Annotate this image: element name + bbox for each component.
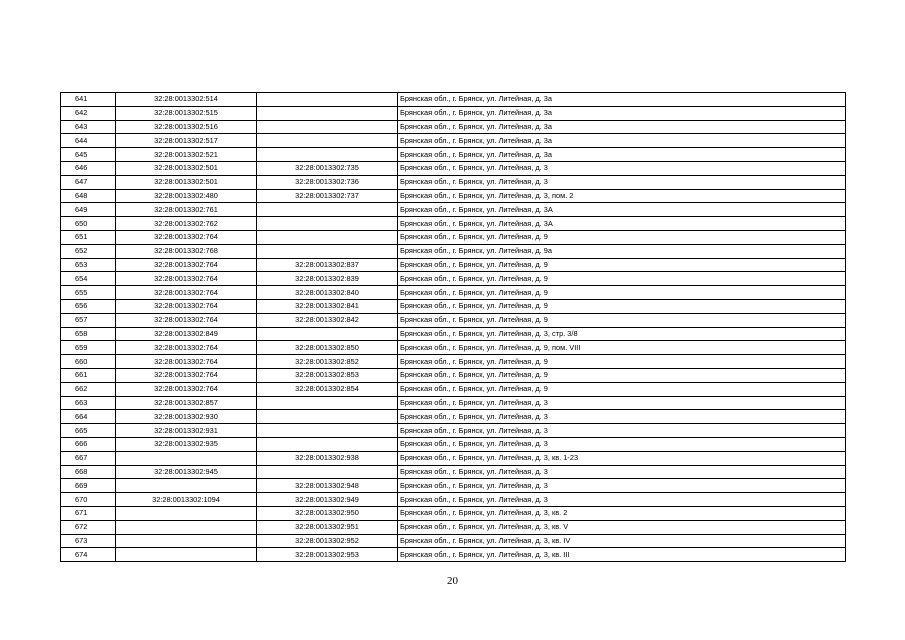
address-cell: Брянская обл., г. Брянск, ул. Литейная, д. 3 (398, 175, 846, 189)
linked-cadastral-number-cell: 32:28:0013302:948 (257, 479, 398, 493)
table-row (61, 175, 846, 189)
address-cell: Брянская обл., г. Брянск, ул. Литейная, д. 3 (398, 410, 846, 424)
table-row (61, 506, 846, 520)
row-number-cell: 657 (61, 313, 116, 327)
linked-cadastral-number-cell (257, 244, 398, 258)
row-number-cell: 656 (61, 299, 116, 313)
linked-cadastral-number-cell (257, 93, 398, 107)
row-number-cell: 674 (61, 548, 116, 562)
row-number-cell: 650 (61, 217, 116, 231)
row-number-cell: 664 (61, 410, 116, 424)
linked-cadastral-number-cell (257, 230, 398, 244)
address-cell: Брянская обл., г. Брянск, ул. Литейная, д. 3а (398, 148, 846, 162)
table-row (61, 93, 846, 107)
address-cell: Брянская обл., г. Брянск, ул. Литейная, д. 9 (398, 368, 846, 382)
address-cell: Брянская обл., г. Брянск, ул. Литейная, д. 9 (398, 299, 846, 313)
address-cell: Брянская обл., г. Брянск, ул. Литейная, д. 3, кв. III (398, 548, 846, 562)
cadastral-number-cell: 32:28:0013302:762 (116, 217, 257, 231)
cadastral-number-cell: 32:28:0013302:945 (116, 465, 257, 479)
table-row (61, 396, 846, 410)
linked-cadastral-number-cell: 32:28:0013302:840 (257, 286, 398, 300)
address-cell: Брянская обл., г. Брянск, ул. Литейная, д. 9 (398, 382, 846, 396)
cadastral-number-cell: 32:28:0013302:931 (116, 424, 257, 438)
cadastral-number-cell: 32:28:0013302:501 (116, 161, 257, 175)
address-cell: Брянская обл., г. Брянск, ул. Литейная, д. 3А (398, 217, 846, 231)
address-cell: Брянская обл., г. Брянск, ул. Литейная, д. 3, кв. IV (398, 534, 846, 548)
page-number: 20 (447, 575, 458, 587)
row-number-cell: 671 (61, 506, 116, 520)
table-row (61, 424, 846, 438)
linked-cadastral-number-cell: 32:28:0013302:951 (257, 520, 398, 534)
row-number-cell: 652 (61, 244, 116, 258)
row-number-cell: 663 (61, 396, 116, 410)
table-row (61, 161, 846, 175)
linked-cadastral-number-cell (257, 106, 398, 120)
address-cell: Брянская обл., г. Брянск, ул. Литейная, д. 3 (398, 424, 846, 438)
linked-cadastral-number-cell (257, 465, 398, 479)
cadastral-number-cell: 32:28:0013302:764 (116, 355, 257, 369)
linked-cadastral-number-cell: 32:28:0013302:949 (257, 493, 398, 507)
address-cell: Брянская обл., г. Брянск, ул. Литейная, д. 3а (398, 120, 846, 134)
cadastral-number-cell: 32:28:0013302:761 (116, 203, 257, 217)
linked-cadastral-number-cell: 32:28:0013302:952 (257, 534, 398, 548)
table-row (61, 120, 846, 134)
address-cell: Брянская обл., г. Брянск, ул. Литейная, д. 3 (398, 161, 846, 175)
cadastral-number-cell: 32:28:0013302:480 (116, 189, 257, 203)
address-cell: Брянская обл., г. Брянск, ул. Литейная, д. 9 (398, 286, 846, 300)
cadastral-number-cell (116, 548, 257, 562)
table-row (61, 520, 846, 534)
linked-cadastral-number-cell (257, 327, 398, 341)
table-row (61, 217, 846, 231)
cadastral-number-cell: 32:28:0013302:764 (116, 299, 257, 313)
address-cell: Брянская обл., г. Брянск, ул. Литейная, д. 3, кв. V (398, 520, 846, 534)
linked-cadastral-number-cell (257, 437, 398, 451)
address-cell: Брянская обл., г. Брянск, ул. Литейная, д. 3а (398, 93, 846, 107)
address-cell: Брянская обл., г. Брянск, ул. Литейная, д. 9 (398, 230, 846, 244)
linked-cadastral-number-cell: 32:28:0013302:737 (257, 189, 398, 203)
table-row (61, 355, 846, 369)
linked-cadastral-number-cell: 32:28:0013302:736 (257, 175, 398, 189)
row-number-cell: 651 (61, 230, 116, 244)
address-cell: Брянская обл., г. Брянск, ул. Литейная, д. 9 (398, 313, 846, 327)
row-number-cell: 654 (61, 272, 116, 286)
address-cell: Брянская обл., г. Брянск, ул. Литейная, д. 3, стр. 3/8 (398, 327, 846, 341)
address-cell: Брянская обл., г. Брянск, ул. Литейная, д. 9 (398, 355, 846, 369)
row-number-cell: 659 (61, 341, 116, 355)
cadastral-number-cell (116, 534, 257, 548)
cadastral-number-cell: 32:28:0013302:764 (116, 272, 257, 286)
table-row (61, 203, 846, 217)
table-row (61, 410, 846, 424)
address-cell: Брянская обл., г. Брянск, ул. Литейная, д. 3, кв. 1-23 (398, 451, 846, 465)
linked-cadastral-number-cell: 32:28:0013302:853 (257, 368, 398, 382)
row-number-cell: 643 (61, 120, 116, 134)
table-row (61, 465, 846, 479)
row-number-cell: 668 (61, 465, 116, 479)
table-row (61, 534, 846, 548)
table-row (61, 230, 846, 244)
row-number-cell: 645 (61, 148, 116, 162)
address-cell: Брянская обл., г. Брянск, ул. Литейная, д. 3 (398, 396, 846, 410)
cadastral-number-cell: 32:28:0013302:935 (116, 437, 257, 451)
table-row (61, 106, 846, 120)
table-row (61, 272, 846, 286)
cadastral-number-cell: 32:28:0013302:764 (116, 230, 257, 244)
table-row (61, 148, 846, 162)
address-cell: Брянская обл., г. Брянск, ул. Литейная, д. 9 (398, 258, 846, 272)
cadastral-number-cell: 32:28:0013302:764 (116, 258, 257, 272)
address-cell: Брянская обл., г. Брянск, ул. Литейная, д. 3а (398, 134, 846, 148)
cadastral-number-cell: 32:28:0013302:514 (116, 93, 257, 107)
address-cell: Брянская обл., г. Брянск, ул. Литейная, д. 3А (398, 203, 846, 217)
linked-cadastral-number-cell: 32:28:0013302:837 (257, 258, 398, 272)
linked-cadastral-number-cell: 32:28:0013302:938 (257, 451, 398, 465)
linked-cadastral-number-cell: 32:28:0013302:953 (257, 548, 398, 562)
cadastral-number-cell: 32:28:0013302:517 (116, 134, 257, 148)
linked-cadastral-number-cell (257, 120, 398, 134)
row-number-cell: 642 (61, 106, 116, 120)
cadastral-registry-table (60, 92, 846, 562)
row-number-cell: 666 (61, 437, 116, 451)
row-number-cell: 641 (61, 93, 116, 107)
linked-cadastral-number-cell (257, 396, 398, 410)
row-number-cell: 670 (61, 493, 116, 507)
address-cell: Брянская обл., г. Брянск, ул. Литейная, д. 3 (398, 465, 846, 479)
cadastral-number-cell (116, 520, 257, 534)
table-row (61, 327, 846, 341)
address-cell: Брянская обл., г. Брянск, ул. Литейная, д. 3а (398, 106, 846, 120)
table-row (61, 134, 846, 148)
cadastral-number-cell: 32:28:0013302:930 (116, 410, 257, 424)
linked-cadastral-number-cell: 32:28:0013302:842 (257, 313, 398, 327)
cadastral-number-cell (116, 451, 257, 465)
cadastral-number-cell (116, 479, 257, 493)
linked-cadastral-number-cell (257, 217, 398, 231)
address-cell: Брянская обл., г. Брянск, ул. Литейная, д. 9а (398, 244, 846, 258)
linked-cadastral-number-cell (257, 203, 398, 217)
linked-cadastral-number-cell: 32:28:0013302:950 (257, 506, 398, 520)
row-number-cell: 672 (61, 520, 116, 534)
row-number-cell: 665 (61, 424, 116, 438)
linked-cadastral-number-cell (257, 424, 398, 438)
table-row (61, 189, 846, 203)
linked-cadastral-number-cell: 32:28:0013302:854 (257, 382, 398, 396)
cadastral-number-cell: 32:28:0013302:768 (116, 244, 257, 258)
row-number-cell: 655 (61, 286, 116, 300)
cadastral-number-cell: 32:28:0013302:501 (116, 175, 257, 189)
cadastral-number-cell: 32:28:0013302:515 (116, 106, 257, 120)
table-row (61, 244, 846, 258)
address-cell: Брянская обл., г. Брянск, ул. Литейная, д. 9, пом. VIII (398, 341, 846, 355)
table-row (61, 479, 846, 493)
address-cell: Брянская обл., г. Брянск, ул. Литейная, д. 3, пом. 2 (398, 189, 846, 203)
linked-cadastral-number-cell: 32:28:0013302:839 (257, 272, 398, 286)
linked-cadastral-number-cell: 32:28:0013302:735 (257, 161, 398, 175)
cadastral-number-cell (116, 506, 257, 520)
row-number-cell: 648 (61, 189, 116, 203)
address-cell: Брянская обл., г. Брянск, ул. Литейная, д. 9 (398, 272, 846, 286)
cadastral-number-cell: 32:28:0013302:764 (116, 313, 257, 327)
row-number-cell: 660 (61, 355, 116, 369)
table-row (61, 382, 846, 396)
table-row (61, 286, 846, 300)
cadastral-number-cell: 32:28:0013302:1094 (116, 493, 257, 507)
row-number-cell: 658 (61, 327, 116, 341)
cadastral-number-cell: 32:28:0013302:516 (116, 120, 257, 134)
table-row (61, 493, 846, 507)
address-cell: Брянская обл., г. Брянск, ул. Литейная, д. 3, кв. 2 (398, 506, 846, 520)
cadastral-number-cell: 32:28:0013302:764 (116, 286, 257, 300)
table-row (61, 368, 846, 382)
row-number-cell: 644 (61, 134, 116, 148)
linked-cadastral-number-cell (257, 134, 398, 148)
linked-cadastral-number-cell (257, 148, 398, 162)
cadastral-number-cell: 32:28:0013302:764 (116, 341, 257, 355)
row-number-cell: 667 (61, 451, 116, 465)
table-row (61, 451, 846, 465)
cadastral-number-cell: 32:28:0013302:857 (116, 396, 257, 410)
address-cell: Брянская обл., г. Брянск, ул. Литейная, д. 3 (398, 437, 846, 451)
address-cell: Брянская обл., г. Брянск, ул. Литейная, д. 3 (398, 479, 846, 493)
table-row (61, 313, 846, 327)
registry-table-body (61, 93, 846, 562)
linked-cadastral-number-cell: 32:28:0013302:841 (257, 299, 398, 313)
linked-cadastral-number-cell: 32:28:0013302:850 (257, 341, 398, 355)
cadastral-number-cell: 32:28:0013302:521 (116, 148, 257, 162)
table-row (61, 299, 846, 313)
row-number-cell: 669 (61, 479, 116, 493)
table-row (61, 341, 846, 355)
linked-cadastral-number-cell: 32:28:0013302:852 (257, 355, 398, 369)
cadastral-number-cell: 32:28:0013302:764 (116, 368, 257, 382)
row-number-cell: 647 (61, 175, 116, 189)
table-row (61, 437, 846, 451)
table-row (61, 548, 846, 562)
cadastral-number-cell: 32:28:0013302:764 (116, 382, 257, 396)
row-number-cell: 649 (61, 203, 116, 217)
address-cell: Брянская обл., г. Брянск, ул. Литейная, д. 3 (398, 493, 846, 507)
row-number-cell: 673 (61, 534, 116, 548)
linked-cadastral-number-cell (257, 410, 398, 424)
row-number-cell: 653 (61, 258, 116, 272)
row-number-cell: 661 (61, 368, 116, 382)
table-row (61, 258, 846, 272)
row-number-cell: 646 (61, 161, 116, 175)
cadastral-number-cell: 32:28:0013302:849 (116, 327, 257, 341)
row-number-cell: 662 (61, 382, 116, 396)
